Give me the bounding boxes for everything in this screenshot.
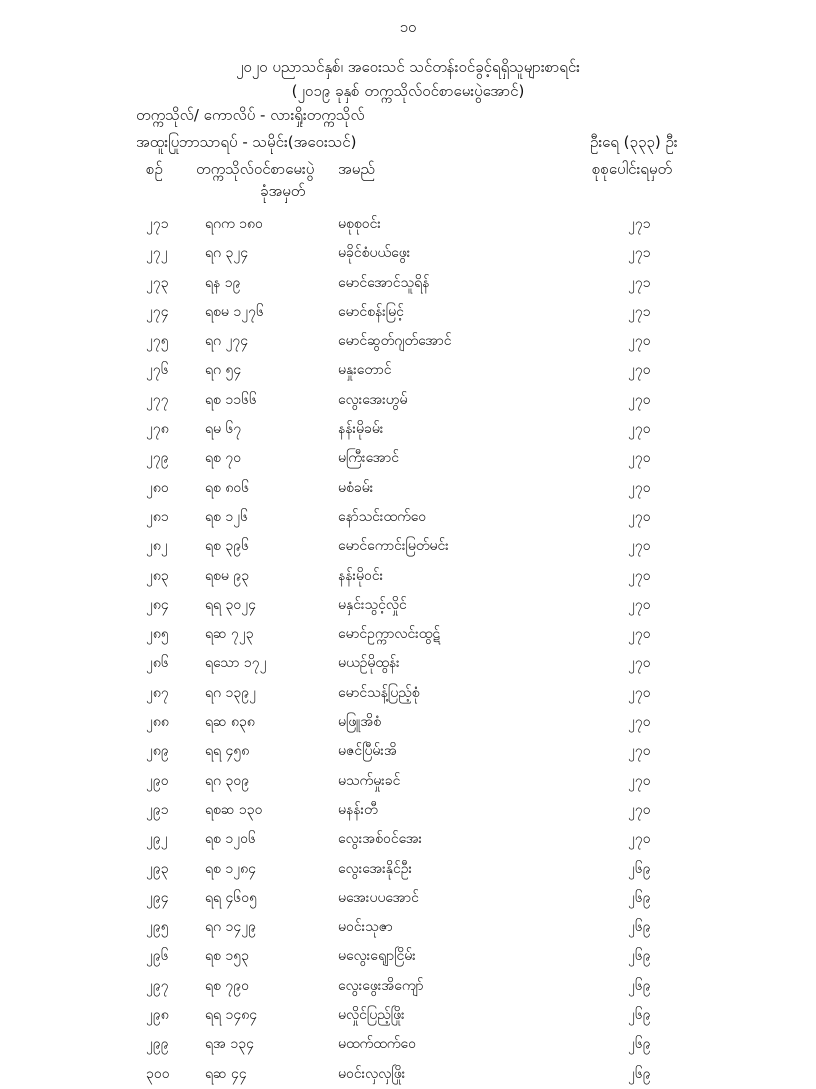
row-name: မဝင်းလှလှဖြိုး — [338, 1065, 406, 1082]
row-serial-no: ၂၇၈ — [146, 421, 169, 438]
row-roll-number: ရစ ၁၂၈၄ — [205, 860, 256, 877]
row-name: မောင်စန်းမြင့် — [338, 303, 404, 320]
row-score: ၂၇၀ — [628, 772, 651, 789]
row-score: ၂၆၉ — [628, 1036, 651, 1053]
row-serial-no: ၂၈၈ — [146, 714, 169, 731]
row-name: မကြီးအောင် — [338, 450, 400, 467]
header-total-score: စုစုပေါင်းရမှတ် — [592, 160, 673, 178]
row-serial-no: ၂၇၄ — [146, 303, 169, 320]
table-row — [0, 825, 816, 854]
row-name: မခိုင်စံပယ်ဖွေး — [338, 245, 411, 262]
row-roll-number: ရဆ ၇၂၃ — [205, 626, 254, 643]
row-score: ၂၇၀ — [628, 801, 651, 818]
row-name: လွေးအစ်ဝင်အေး — [338, 831, 423, 848]
row-roll-number: ရရ ၁၄၈၄ — [205, 1007, 258, 1024]
row-roll-number: ရဂ ၃၂၄ — [205, 245, 249, 262]
row-score: ၂၇၁ — [628, 245, 651, 262]
table-row — [0, 503, 816, 532]
row-roll-number: ရဆ ၄၄ — [205, 1065, 247, 1082]
row-name: မောင်သန့်ပြည့်စုံ — [338, 684, 420, 701]
row-roll-number: ရမ ၆၇ — [205, 421, 242, 438]
row-name: မဇင်ပြီမ်းအိ — [338, 743, 397, 760]
table-row — [0, 1030, 816, 1059]
document-subtitle: (၂၀၁၉ ခုနှစ် တက္ကသိုလ်ဝင်စာမေးပွဲအောင်) — [291, 82, 525, 100]
row-roll-number: ရစ ၃၉၆ — [205, 538, 249, 555]
row-serial-no: ၂၇၂ — [146, 245, 168, 262]
row-score: ၂၇၁ — [628, 274, 651, 291]
row-roll-number: ရန ၁၉ — [205, 274, 241, 291]
row-roll-number: ရသော ၁၇၂ — [205, 655, 267, 672]
row-roll-number: ရစဆ ၁၃၀ — [205, 801, 263, 818]
row-score: ၂၇၀ — [628, 596, 651, 613]
row-score: ၂၇၀ — [628, 831, 651, 848]
table-row — [0, 1001, 816, 1030]
row-score: ၂၇၀ — [628, 538, 651, 555]
row-score: ၂၇၀ — [628, 421, 651, 438]
table-row — [0, 269, 816, 298]
row-roll-number: ရဂ ၂၇၄ — [205, 333, 249, 350]
table-row — [0, 562, 816, 591]
row-score: ၂၇၀ — [628, 479, 651, 496]
row-roll-number: ရစ ၁၁၆၆ — [205, 391, 257, 408]
row-name: မနှင်းသွင့်လှိုင် — [338, 596, 407, 613]
header-serial-no: စဉ် — [146, 160, 163, 178]
row-score: ၂၆၉ — [628, 948, 651, 965]
row-name: မဝင်းသုဇာ — [338, 919, 393, 936]
row-name: မနန်းတီ — [338, 801, 378, 818]
major-label: အထူးပြုဘာသာရပ် - သမိုင်း(အဝေးသင်) — [136, 133, 357, 151]
table-row — [0, 767, 816, 796]
row-serial-no: ၂၇၇ — [146, 391, 169, 408]
table-row — [0, 415, 816, 444]
table-row — [0, 972, 816, 1001]
table-row — [0, 679, 816, 708]
row-score: ၂၇၁ — [628, 303, 651, 320]
row-serial-no: ၂၈၄ — [146, 596, 169, 613]
table-row — [0, 327, 816, 356]
page-number: ၁၀ — [399, 18, 417, 36]
row-score: ၂၆၉ — [628, 977, 651, 994]
row-score: ၂၇၁ — [628, 216, 651, 232]
row-name: မထက်ထက်ဝေ — [338, 1036, 416, 1053]
row-roll-number: ရစ ၁၂၀၆ — [205, 831, 256, 848]
row-name: မောင်ကောင်းမြတ်မင်း — [338, 538, 449, 555]
table-row — [0, 532, 816, 561]
row-name: လွေးဖွေးအိကျော် — [338, 977, 424, 994]
table-row — [0, 855, 816, 884]
row-score: ၂၇၀ — [628, 362, 651, 379]
row-name: မလှိုင်ပြည့်ဖြိုး — [338, 1007, 405, 1024]
header-roll-number-line2: ခုံအမှတ် — [260, 182, 306, 200]
row-roll-number: ရဂ ၁၄၂၉ — [205, 919, 256, 936]
table-row — [0, 298, 816, 327]
row-serial-no: ၂၈၅ — [146, 626, 169, 643]
row-name: နန်းမိုဝင်း — [338, 567, 384, 584]
row-score: ၂၆၉ — [628, 1007, 651, 1024]
row-serial-no: ၂၈၇ — [146, 684, 169, 701]
table-row — [0, 1060, 816, 1089]
row-name: မနှုးတောင် — [338, 362, 392, 379]
row-serial-no: ၂၉၄ — [146, 889, 169, 906]
row-name: မောင်အောင်သူရိန် — [338, 274, 430, 291]
table-row — [0, 649, 816, 678]
header-name: အမည် — [338, 160, 375, 178]
table-row — [0, 386, 816, 415]
row-roll-number: ရဂက ၁၈၀ — [205, 216, 263, 232]
row-serial-no: ၂၉၂ — [146, 831, 168, 848]
row-serial-no: ၂၉၀ — [146, 772, 169, 789]
row-name: မစုစုဝင်း — [338, 216, 381, 232]
row-serial-no: ၂၉၇ — [146, 977, 169, 994]
row-serial-no: ၂၈၁ — [146, 508, 169, 525]
row-name: မလွေးရျောငြိမ်း — [338, 948, 416, 965]
row-serial-no: ၂၉၉ — [146, 1036, 169, 1053]
table-row — [0, 444, 816, 473]
table-row — [0, 239, 816, 268]
row-roll-number: ရစ ၁၂၆ — [205, 508, 248, 525]
row-roll-number: ရစမ ၁၂၇၆ — [205, 303, 264, 320]
table-row — [0, 356, 816, 385]
row-roll-number: ရစမ ၉၃ — [205, 567, 250, 584]
row-serial-no: ၂၇၃ — [146, 274, 169, 291]
row-name: မအေးပပအောင် — [338, 889, 419, 906]
row-serial-no: ၃၀၀ — [146, 1065, 170, 1082]
row-serial-no: ၂၈၆ — [146, 655, 169, 672]
row-serial-no: ၂၉၈ — [146, 1007, 169, 1024]
row-roll-number: ရဂ ၃၀၉ — [205, 772, 250, 789]
row-roll-number: ရဂ ၁၃၉၂ — [205, 684, 256, 701]
header-roll-number: တက္ကသိုလ်ဝင်စာမေးပွဲ — [196, 160, 315, 178]
row-score: ၂၆၉ — [628, 919, 651, 936]
row-name: လွေးအေးဟွမ် — [338, 391, 408, 408]
row-name: မယဉ်မိုထွန်း — [338, 655, 400, 672]
table-row — [0, 913, 816, 942]
row-score: ၂၇၀ — [628, 450, 651, 467]
table-row — [0, 884, 816, 913]
row-score: ၂၇၀ — [628, 391, 651, 408]
row-serial-no: ၂၇၆ — [146, 362, 169, 379]
row-score: ၂၇၀ — [628, 626, 651, 643]
row-roll-number: ရစ ၇၉၀ — [205, 977, 249, 994]
row-roll-number: ရအ ၁၃၄ — [205, 1036, 254, 1053]
results-table — [0, 210, 816, 1089]
row-serial-no: ၂၈၃ — [146, 567, 169, 584]
row-score: ၂၇၀ — [628, 743, 651, 760]
row-name: မဖြူအိစံ — [338, 714, 382, 731]
row-score: ၂၆၉ — [628, 860, 651, 877]
table-row — [0, 942, 816, 971]
row-score: ၂၇၀ — [628, 655, 651, 672]
row-roll-number: ရစ ၈၀၆ — [205, 479, 250, 496]
row-serial-no: ၂၈၉ — [146, 743, 169, 760]
row-serial-no: ၂၇၉ — [146, 450, 169, 467]
row-roll-number: ရရ ၄၆၀၅ — [205, 889, 258, 906]
row-roll-number: ရရ ၄၅၈ — [205, 743, 250, 760]
table-row — [0, 591, 816, 620]
row-score: ၂၇၀ — [628, 684, 651, 701]
row-serial-no: ၂၉၁ — [146, 801, 169, 818]
row-serial-no: ၂၉၃ — [146, 860, 169, 877]
row-roll-number: ရစ ၇၀ — [205, 450, 242, 467]
row-score: ၂၇၀ — [628, 567, 651, 584]
row-serial-no: ၂၇၅ — [146, 333, 169, 350]
row-name: မောင်ဥက္ကာလင်းထွဋ် — [338, 626, 441, 643]
row-score: ၂၇၀ — [628, 508, 651, 525]
row-score: ၂၇၀ — [628, 714, 651, 731]
document-title: ၂၀၂၀ ပညာသင်နှစ်၊ အဝေးသင် သင်တန်းဝင်ခွင့်ရရှိသူများစာရင်း — [236, 58, 580, 76]
row-serial-no: ၂၈၂ — [146, 538, 168, 555]
table-row — [0, 474, 816, 503]
table-row — [0, 620, 816, 649]
row-name: နော်သင်းထက်ဝေ — [338, 508, 427, 525]
row-serial-no: ၂၇၁ — [146, 216, 169, 232]
row-name: လွေးအေးနိုင်ဦး — [338, 860, 413, 877]
row-score: ၂၆၉ — [628, 889, 651, 906]
row-serial-no: ၂၉၅ — [146, 919, 169, 936]
table-row — [0, 737, 816, 766]
row-serial-no: ၂၈၀ — [146, 479, 169, 496]
row-name: မသက်မှုးခင် — [338, 772, 401, 789]
row-roll-number: ရစ ၁၅၃ — [205, 948, 249, 965]
row-name: မောင်ဆွတ်ဂျတ်အောင် — [338, 333, 452, 350]
row-roll-number: ရဂ ၅၄ — [205, 362, 242, 379]
total-count: ဦးရေ (၃၃၃) ဦး — [590, 133, 678, 151]
row-name: နန်းမိုခမ်း — [338, 421, 384, 438]
row-serial-no: ၂၉၆ — [146, 948, 169, 965]
table-row — [0, 210, 816, 239]
table-row — [0, 708, 816, 737]
row-roll-number: ရရ ၃၀၂၄ — [205, 596, 257, 613]
university-label: တက္ကသိုလ်/ ကောလိပ် - လားရှိုးတက္ကသိုလ် — [136, 106, 365, 124]
row-roll-number: ရဆ ၈၃၈ — [205, 714, 255, 731]
row-name: မစံခမ်း — [338, 479, 374, 496]
row-score: ၂၇၀ — [628, 333, 651, 350]
row-score: ၂၆၉ — [628, 1065, 651, 1082]
table-row — [0, 796, 816, 825]
